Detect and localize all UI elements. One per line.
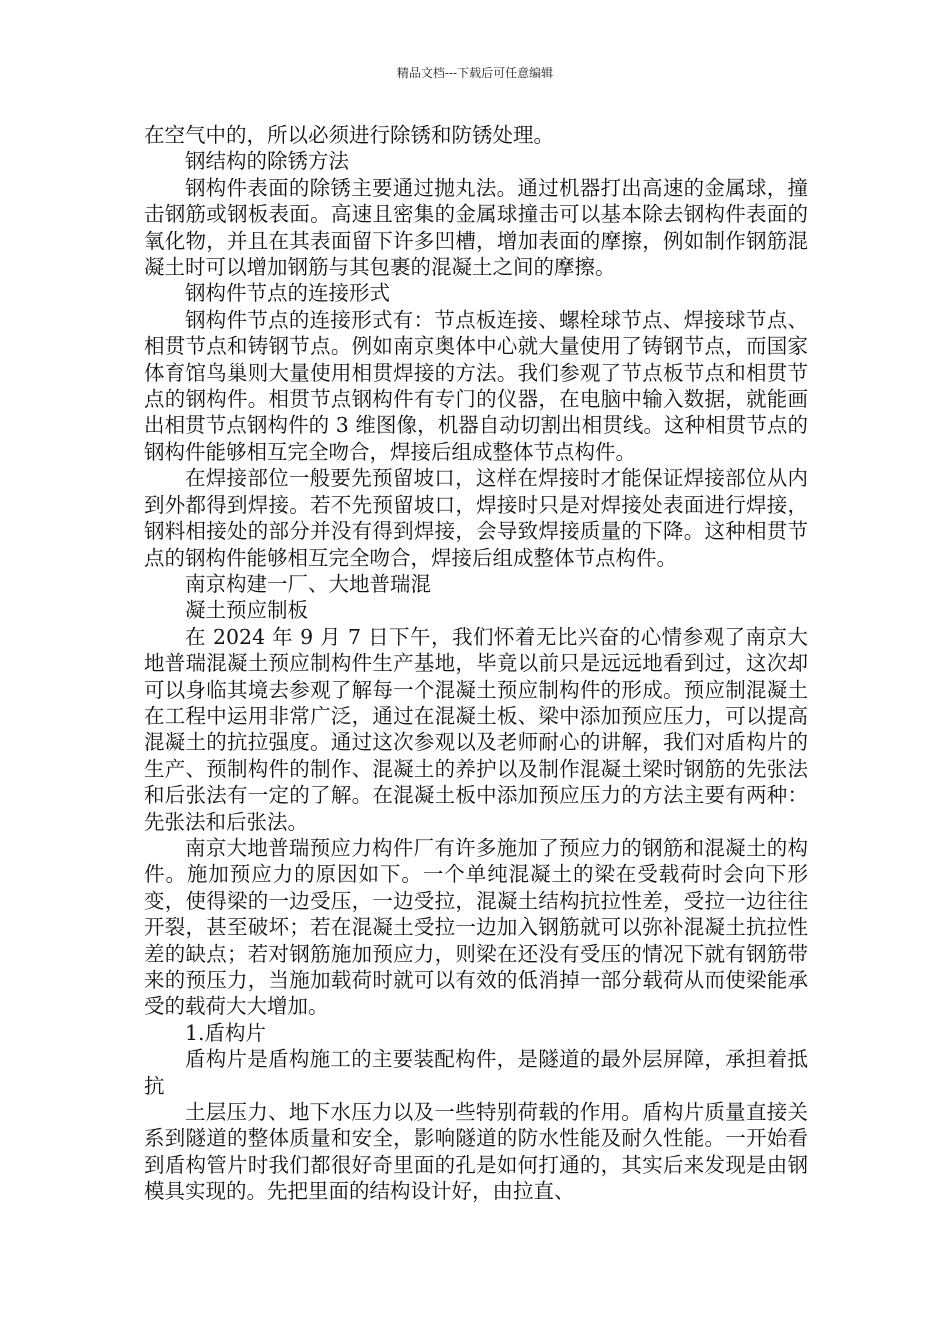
section-heading: 南京构建一厂、大地普瑞混 [185,571,431,596]
paragraph: 在空气中的，所以必须进行除锈和防锈处理。 [144,123,554,147]
paragraph: 钢构件节点的连接形式有：节点板连接、螺栓球节点、焊接球节点、相贯节点和铸钢节点。例如南京奥体中心就大量使用了铸钢节点，而国家体育馆鸟巢则大量使用相贯焊接的方法。我们参观了节点板节点和相贯节点的钢构件。相贯节点钢构件有专门的仪器，在电脑中输入数据，就能画出相贯节点钢构件的 3 维图像，机器自动切割出相贯线。这种相贯节点的钢构件能够相互完全吻合，焊接后组成整体节点构件。 [144,307,808,464]
section-heading: 凝土预应制板 [185,598,308,623]
section-heading: 钢构件节点的连接形式 [185,281,390,306]
paragraph: 钢构件表面的除锈主要通过抛丸法。通过机器打出高速的金属球，撞击钢筋或钢板表面。高速且密集的金属球撞击可以基本除去钢构件表面的氧化物，并且在其表面留下许多凹槽，增加表面的摩擦，例如制作钢筋混凝土时可以增加钢筋与其包裹的混凝土之间的摩擦。 [144,175,808,280]
section-heading: 1.盾构片 [185,1020,267,1045]
section-heading: 钢结构的除锈方法 [185,149,349,174]
paragraph: 土层压力、地下水压力以及一些特别荷载的作用。盾构片质量直接关系到隧道的整体质量和安全，影响隧道的防水性能及耐久性能。一开始看到盾构管片时我们都很好奇里面的孔是如何打通的，其实后来发现是由钢模具实现的。先把里面的结构设计好，由拉直、 [144,1100,808,1204]
document-body [144,122,808,1205]
paragraph: 在焊接部位一般要先预留坡口，这样在焊接时才能保证焊接部位从内到外都得到焊接。若不先预留坡口，焊接时只是对焊接处表面进行焊接，钢料相接处的部分并没有得到焊接，会导致焊接质量的下降。这种相贯节点的钢构件能够相互完全吻合，焊接后组成整体节点构件。 [144,466,808,570]
paragraph: 在 2024 年 9 月 7 日下午，我们怀着无比兴奋的心情参观了南京大地普瑞混凝土预应制构件生产基地，毕竟以前只是远远地看到过，这次却可以身临其境去参观了解每一个混凝土预应制构件的形成。预应制混凝土在工程中运用非常广泛，通过在混凝土板、梁中添加预应压力，可以提高混凝土的抗拉强度。通过这次参观以及老师耐心的讲解，我们对盾构片的生产、预制构件的制作、混凝土的养护以及制作混凝土梁时钢筋的先张法和后张法有一定的了解。在混凝土板中添加预应压力的方法主要有两种：先张法和后张法。 [144,624,808,834]
page-header: 精品文档---下载后可任意编辑 [396,66,554,80]
paragraph: 盾构片是盾构施工的主要装配构件，是隧道的最外层屏障，承担着抵抗 [144,1047,808,1098]
paragraph: 南京大地普瑞预应力构件厂有许多施加了预应力的钢筋和混凝土的构件。施加预应力的原因如下。一个单纯混凝土的梁在受载荷时会向下形变，使得梁的一边受压，一边受拉，混凝土结构抗拉性差，受拉一边往往开裂，甚至破坏；若在混凝土受拉一边加入钢筋就可以弥补混凝土抗拉性差的缺点；若对钢筋施加预应力，则梁在还没有受压的情况下就有钢筋带来的预压力，当施加载荷时就可以有效的低消掉一部分载荷从而使梁能承受的载荷大大增加。 [144,835,808,1019]
